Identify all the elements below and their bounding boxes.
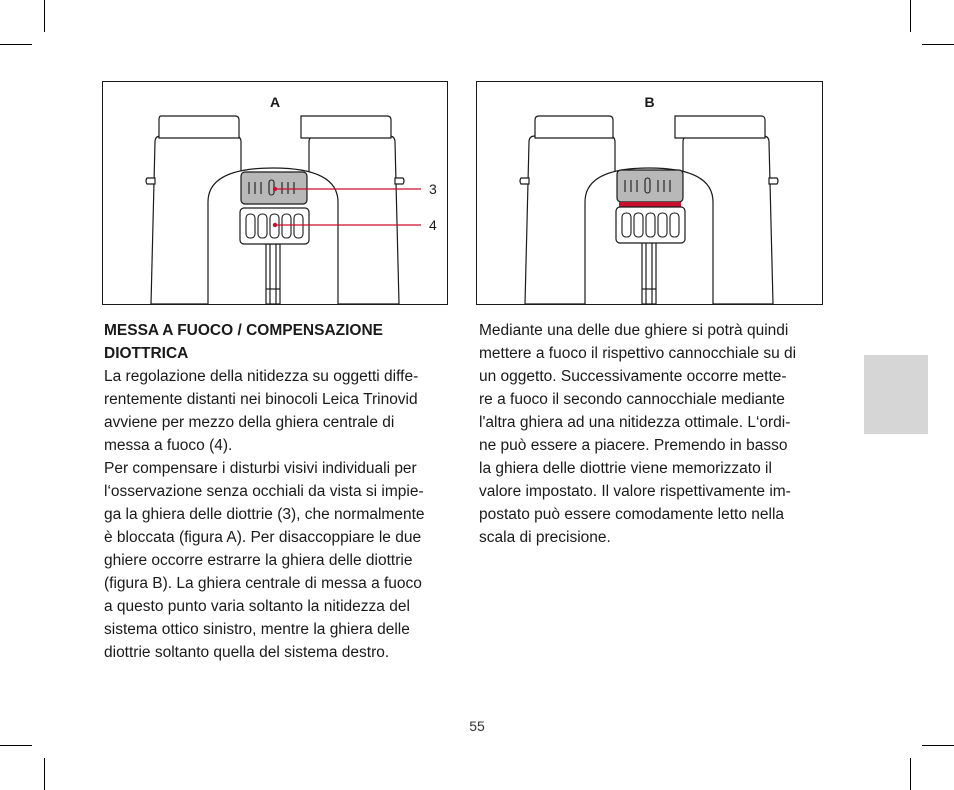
binocular-illustration-a [103,82,447,304]
section-heading-line: MESSA A FUOCO / COMPENSAZIONE [104,322,384,339]
body-line: sistema ottico sinistro, mentre la ghiera delle [104,621,410,638]
figure-label-a: A [269,94,281,110]
body-line: rentemente distanti nei binocoli Leica Trinovid [104,391,418,408]
binocular-illustration-b [477,82,822,304]
crop-mark [0,745,32,746]
left-column [104,319,454,664]
figure-label-b: B [644,94,655,110]
crop-mark [0,44,32,45]
body-line: la ghiera delle diottrie viene memorizzato il [479,460,772,477]
right-column [479,319,829,549]
crop-mark [922,745,954,746]
figure-a [102,81,448,305]
body-line: l'altra ghiera ad una nitidezza ottimale. L‘ordi- [479,414,791,431]
red-indicator-band [619,202,681,207]
body-line: messa a fuoco (4). [104,437,233,454]
figure-b [476,81,823,305]
callout-4: 4 [429,217,437,233]
crop-mark [44,0,45,32]
body-line: postato può essere comodamente letto nella [479,506,785,523]
section-heading-line: DIOTTRICA [104,345,189,362]
crop-mark [910,0,911,32]
crop-mark [922,44,954,45]
body-line: avviene per mezzo della ghiera centrale di [104,414,395,431]
body-line: l‘osservazione senza occhiali da vista si impie- [104,483,424,500]
body-line: La regolazione della nitidezza su oggetti diffe- [104,368,419,385]
body-line: ghiere occorre estrarre la ghiera delle diottrie [104,552,413,569]
body-line: (figura B). La ghiera centrale di messa a fuoco [104,575,422,592]
callout-3: 3 [429,181,437,197]
body-line: ga la ghiera delle diottrie (3), che normalmente [104,506,425,523]
crop-mark [44,758,45,790]
body-line: diottrie soltanto quella del sistema destro. [104,644,390,661]
body-line: a questo punto varia soltanto la nitidezza del [104,598,410,615]
body-line: re a fuoco il secondo cannocchiale mediante [479,391,785,408]
body-line: Mediante una delle due ghiere si potrà quindi [479,322,789,339]
body-line: mettere a fuoco il rispettivo cannocchiale su di [479,345,797,362]
page-number: 55 [469,718,485,734]
body-line: scala di precisione. [479,529,611,546]
crop-mark [910,758,911,790]
body-line: valore impostato. Il valore rispettivamente im- [479,483,791,500]
body-line: un oggetto. Successivamente occorre mette- [479,368,787,385]
body-line: Per compensare i disturbi visivi individuali per [104,460,417,477]
body-line: ne può essere a piacere. Premendo in basso [479,437,788,454]
focus-ring [616,207,685,243]
body-line: è bloccata (figura A). Per disaccoppiare le due [104,529,422,546]
chapter-tab [864,355,928,434]
